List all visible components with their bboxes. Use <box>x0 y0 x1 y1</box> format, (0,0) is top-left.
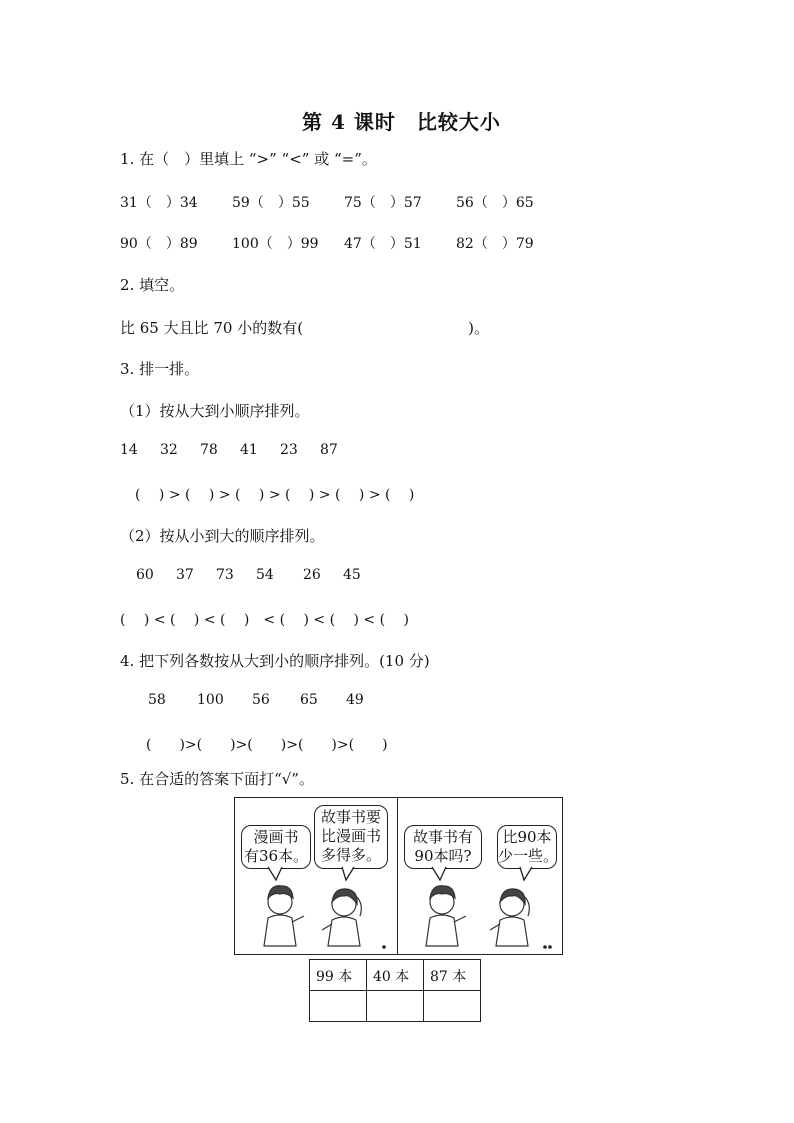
page-title: 第 4 课时 比较大小 <box>302 110 501 134</box>
q2-text: 比 65 大且比 70 小的数有( )。 <box>120 319 489 337</box>
q1-heading: 1. 在（ ）里填上 “>” “<” 或 “=”。 <box>120 150 377 168</box>
q1-item: 31（ ）34 <box>120 195 198 211</box>
speech-bubble-boy-2: 故事书有 90本吗? <box>404 825 482 869</box>
q3-part2-blanks: ( ) < ( ) < ( ) < ( ) < ( ) < ( ) <box>120 612 409 628</box>
number: 45 <box>343 567 361 583</box>
q1-item: 47（ ）51 <box>344 236 422 252</box>
number: 26 <box>303 567 321 583</box>
number: 58 <box>148 692 166 708</box>
number: 87 <box>320 442 338 458</box>
speech-bubble-girl-2: 比90本 少一些。 <box>497 825 557 869</box>
q4-heading: 4. 把下列各数按从大到小的顺序排列。(10 分) <box>120 652 430 670</box>
q3-part1-label: （1）按从大到小顺序排列。 <box>120 402 310 420</box>
option-40: 40 本 <box>367 960 424 991</box>
comic-panel-right <box>397 797 563 955</box>
q5-heading: 5. 在合适的答案下面打“√”。 <box>120 770 314 788</box>
option-87: 87 本 <box>424 960 481 991</box>
check-cell-99[interactable] <box>310 991 367 1022</box>
number: 100 <box>197 692 224 708</box>
q1-item: 90（ ）89 <box>120 236 198 252</box>
q1-item: 59（ ）55 <box>232 195 310 211</box>
answer-table <box>309 959 481 1022</box>
number: 65 <box>300 692 318 708</box>
speech-bubble-boy-1: 漫画书 有36本。 <box>241 825 311 869</box>
q1-item: 56（ ）65 <box>456 195 534 211</box>
option-99: 99 本 <box>310 960 367 991</box>
speech-bubble-girl-1: 故事书要 比漫画书 多得多。 <box>314 805 388 869</box>
number: 41 <box>240 442 258 458</box>
q4-blanks: ( )>( )>( )>( )>( ) <box>146 737 388 753</box>
number: 78 <box>200 442 218 458</box>
check-cell-87[interactable] <box>424 991 481 1022</box>
q3-part2-label: （2）按从小到大的顺序排列。 <box>120 527 325 545</box>
q1-item: 82（ ）79 <box>456 236 534 252</box>
number: 14 <box>120 442 138 458</box>
q1-item: 75（ ）57 <box>344 195 422 211</box>
number: 32 <box>160 442 178 458</box>
number: 56 <box>252 692 270 708</box>
number: 49 <box>346 692 364 708</box>
number: 37 <box>176 567 194 583</box>
number: 60 <box>136 567 154 583</box>
number: 73 <box>216 567 234 583</box>
q3-part1-blanks: ( ) > ( ) > ( ) > ( ) > ( ) > ( ) <box>135 487 415 503</box>
check-cell-40[interactable] <box>367 991 424 1022</box>
number: 23 <box>280 442 298 458</box>
number: 54 <box>256 567 274 583</box>
q1-item: 100（ ）99 <box>232 236 319 252</box>
q2-heading: 2. 填空。 <box>120 276 185 294</box>
q3-heading: 3. 排一排。 <box>120 360 200 378</box>
